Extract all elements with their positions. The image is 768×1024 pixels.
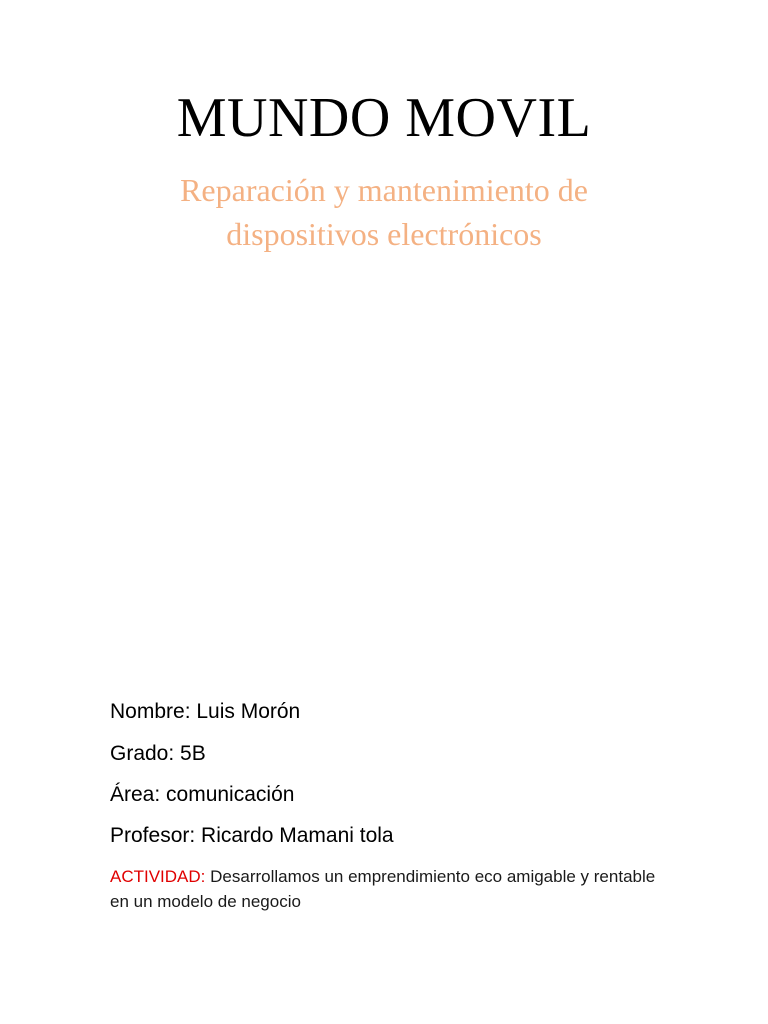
activity-description: [110, 864, 670, 914]
activity-label: ACTIVIDAD:: [110, 867, 206, 886]
student-name: Nombre: Luis Morón: [110, 700, 301, 723]
document-subtitle: [84, 168, 684, 256]
student-grade: Grado: 5B: [110, 742, 206, 765]
subtitle-line-2: dispositivos electrónicos: [226, 216, 542, 252]
document-title: MUNDO MOVIL: [176, 87, 592, 149]
subject-area: Área: comunicación: [110, 783, 295, 806]
activity-text: Desarrollamos un emprendimiento eco amigable y rentable en un modelo de negocio: [110, 867, 656, 911]
subtitle-line-1: Reparación y mantenimiento de: [180, 172, 588, 208]
teacher-name: Profesor: Ricardo Mamani tola: [110, 824, 394, 847]
